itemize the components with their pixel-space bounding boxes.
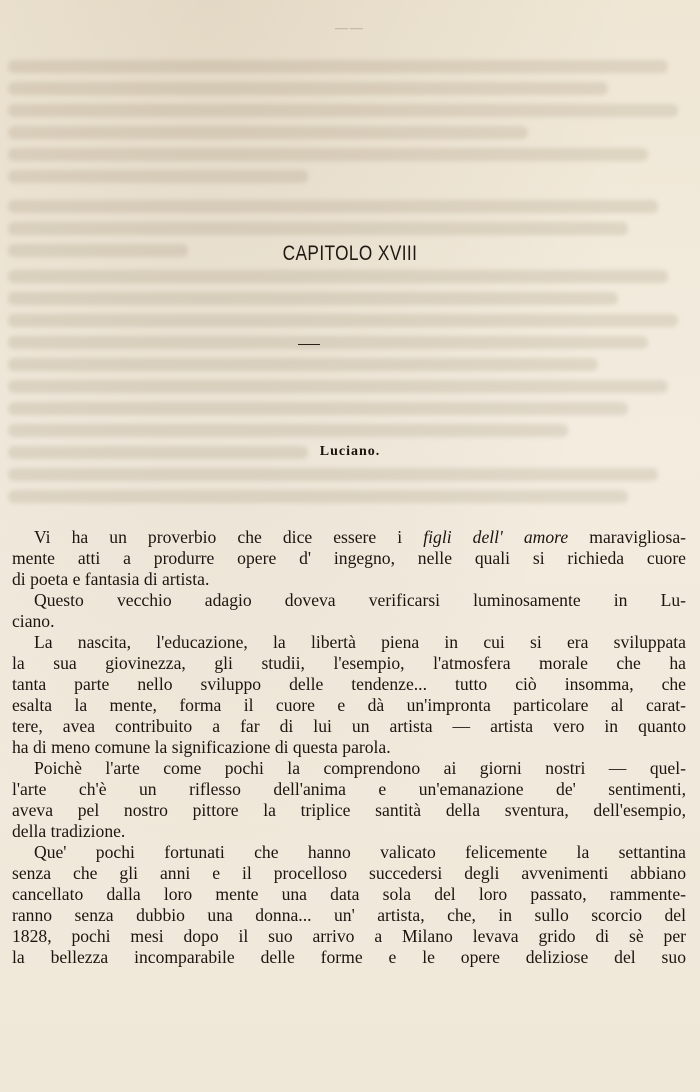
text-line <box>12 884 686 905</box>
text-line <box>12 863 686 884</box>
text-line-content: la bellezza incomparabile delle forme e le opere deliziose del suo <box>12 947 686 967</box>
text-line-content: mente atti a produrre opere d' ingegno, nelle quali si richieda cuore <box>12 548 686 568</box>
text-line <box>12 737 686 758</box>
text-line <box>12 569 686 590</box>
text-line <box>12 758 686 779</box>
text-line-content: l'arte ch'è un riflesso dell'anima e un'emanazione de' sentimenti, <box>12 779 686 799</box>
text-line <box>12 821 686 842</box>
text-line <box>12 716 686 737</box>
text-line <box>12 653 686 674</box>
text-line-content: 1828, pochi mesi dopo il suo arrivo a Milano levava grido di sè per <box>12 926 686 946</box>
page-number-bleed: —— <box>335 20 365 35</box>
text-line <box>12 590 686 611</box>
text-line-content: la sua giovinezza, gli studii, l'esempio, l'atmosfera morale che ha <box>12 653 686 673</box>
text-line-content: Poichè l'arte come pochi la comprendono ai giorni nostri — quel- <box>34 758 686 778</box>
text-line-content: aveva pel nostro pittore la triplice santità della sventura, dell'esempio, <box>12 800 686 820</box>
text-line-content: La nascita, l'educazione, la libertà piena in cui si era sviluppata <box>34 632 686 652</box>
chapter-rule <box>298 344 320 345</box>
text-line-content: tanta parte nello sviluppo delle tendenze... tutto ciò insomma, che <box>12 674 686 694</box>
text-line-content: di poeta e fantasia di artista. <box>12 569 210 589</box>
text-line <box>12 548 686 569</box>
text-line <box>12 779 686 800</box>
text-line <box>12 842 686 863</box>
text-line-content: maravigliosa- <box>568 527 686 547</box>
chapter-title: CAPITOLO XVIII <box>282 242 418 265</box>
text-line-content: senza che gli anni e il procelloso succedersi degli avvenimenti abbiano <box>12 863 686 883</box>
section-title: Luciano. <box>319 444 381 459</box>
text-line-content: tere, avea contribuito a far di lui un artista — artista vero in quanto <box>12 716 686 736</box>
italic-phrase: figli dell' amore <box>423 527 569 547</box>
text-line-content: ha di meno comune la significazione di questa parola. <box>12 737 391 757</box>
text-line-content: ranno senza dubbio una donna... un' artista, che, in sullo scorcio del <box>12 905 686 925</box>
text-line-content: Questo vecchio adagio doveva verificarsi luminosamente in Lu- <box>34 590 686 610</box>
body-text <box>12 527 686 968</box>
text-line-content: esalta la mente, forma il cuore e dà un'impronta particolare al carat- <box>12 695 686 715</box>
text-line-content: ciano. <box>12 611 55 631</box>
text-line <box>12 674 686 695</box>
text-line <box>12 632 686 653</box>
text-line <box>12 947 686 968</box>
text-line <box>12 926 686 947</box>
text-line-content: cancellato dalla loro mente una data sola del loro passato, rammente- <box>12 884 686 904</box>
text-line-content: Que' pochi fortunati che hanno valicato felicemente la settantina <box>34 842 686 862</box>
text-line <box>12 611 686 632</box>
text-line <box>12 527 686 548</box>
text-line <box>12 800 686 821</box>
text-line <box>12 695 686 716</box>
text-line-content: della tradizione. <box>12 821 126 841</box>
text-line-content: Vi ha un proverbio che dice essere i <box>34 527 424 547</box>
text-line <box>12 905 686 926</box>
